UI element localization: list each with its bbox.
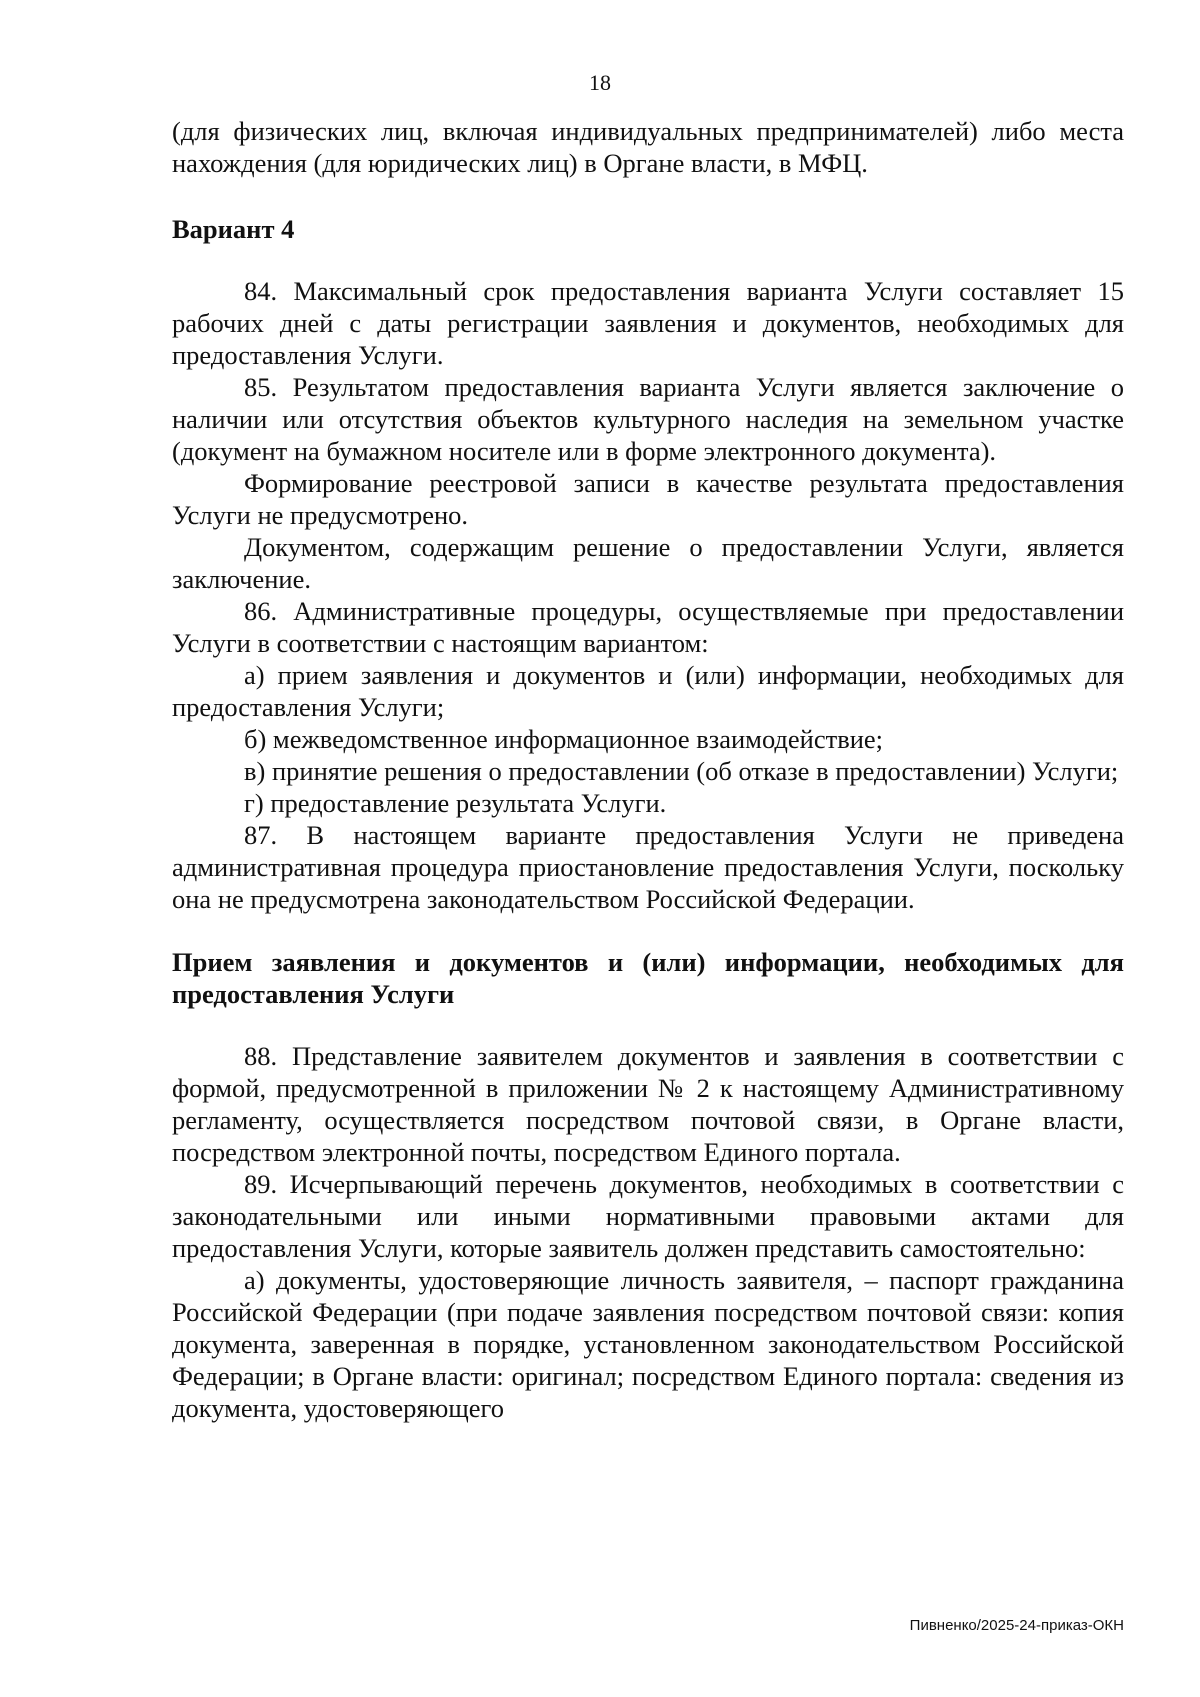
paragraph-86: 86. Административные процедуры, осуществляемые при предоставлении Услуги в соответствии с настоящим вариантом:	[172, 596, 1124, 658]
paragraph-85: 85. Результатом предоставления варианта Услуги является заключение о наличии или отсутствия объектов культурного наследия на земельном участке (документ на бумажном носителе или в форме электронного документа).	[172, 372, 1124, 466]
paragraph-registry-record: Формирование реестровой записи в качестве результата предоставления Услуги не предусмотрено.	[172, 468, 1124, 530]
page-number: 18	[589, 70, 611, 95]
list-item-g: г) предоставление результата Услуги.	[244, 788, 667, 818]
paragraph-84: 84. Максимальный срок предоставления варианта Услуги составляет 15 рабочих дней с даты регистрации заявления и документов, необходимых для предоставления Услуги.	[172, 276, 1124, 370]
paragraph-88: 88. Представление заявителем документов и заявления в соответствии с формой, предусмотренной в приложении № 2 к настоящему Административному регламенту, осуществляется посредством почтовой связи, в Органе власти, посредством электронной почты, посредством Единого портала.	[172, 1041, 1124, 1167]
document-body	[172, 115, 1124, 1424]
paragraph-87: 87. В настоящем варианте предоставления Услуги не приведена административная процедура приостановление предоставления Услуги, поскольку она не предусмотрена законодательством Российской Федерации.	[172, 820, 1124, 914]
variant-heading: Вариант 4	[172, 214, 295, 244]
list-item-a: а) прием заявления и документов и (или) информации, необходимых для предоставления Услуги;	[172, 660, 1124, 722]
list-item-b: б) межведомственное информационное взаимодействие;	[244, 724, 884, 754]
section-heading: Прием заявления и документов и (или) информации, необходимых для предоставления Услуги	[172, 947, 1124, 1009]
paragraph-continuation: (для физических лиц, включая индивидуальных предпринимателей) либо места нахождения (для юридических лиц) в Органе власти, в МФЦ.	[172, 116, 1124, 178]
paragraph-89: 89. Исчерпывающий перечень документов, необходимых в соответствии с законодательными или иными нормативными правовыми актами для предоставления Услуги, которые заявитель должен представить самостоятельно:	[172, 1169, 1124, 1263]
document-footer-code: Пивненко/2025-24-приказ-ОКН	[909, 1617, 1124, 1634]
list-item-v: в) принятие решения о предоставлении (об отказе в предоставлении) Услуги;	[244, 756, 1119, 786]
list-item-89-a: а) документы, удостоверяющие личность заявителя, – паспорт гражданина Российской Федерации (при подаче заявления посредством почтовой связи: копия документа, заверенная в порядке, установленном законодательством Российской Федерации; в Органе власти: оригинал; посредством Единого портала: сведения из документа, удостоверяющего	[172, 1265, 1124, 1423]
paragraph-decision-document: Документом, содержащим решение о предоставлении Услуги, является заключение.	[172, 532, 1124, 594]
